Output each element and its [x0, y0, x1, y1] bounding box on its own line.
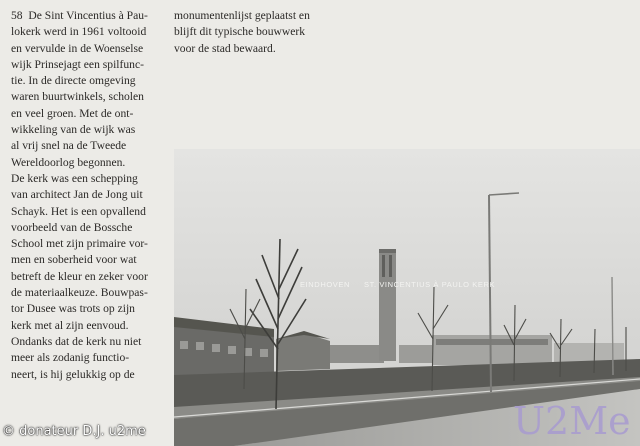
- text-line: Wereldoorlog begonnen.: [11, 155, 126, 169]
- text-line: men en soberheid voor wat: [11, 253, 137, 267]
- page-number: 58: [11, 9, 23, 22]
- text-line: de materiaalkeuze. Bouwpas-: [11, 286, 148, 300]
- text-line: Schayk. Het is een opvallend: [11, 204, 146, 218]
- text-line: betreft de kleur en zeker voor: [11, 269, 148, 283]
- bleed-through-text: [352, 8, 632, 73]
- text-line: 58 De Sint Vincentius à Pau-: [11, 9, 148, 22]
- text-column-right: [174, 8, 324, 57]
- text-column-left: [11, 8, 169, 383]
- text-line: voor de stad bewaard.: [174, 41, 276, 55]
- text-line: al vrij snel na de Tweede: [11, 139, 127, 153]
- text-line: kerk met al zijn eenvoud.: [11, 318, 129, 332]
- text-line: Ondanks dat de kerk nu niet: [11, 334, 142, 348]
- text-line: waren buurtwinkels, scholen: [11, 90, 144, 104]
- text-line: School met zijn primaire vor-: [11, 237, 148, 251]
- photo-caption: EINDHOVEN ST. VINCENTIUS À PAULO KERK: [300, 280, 496, 289]
- text-line: van architect Jan de Jong uit: [11, 188, 143, 202]
- text-line: tie. In de directe omgeving: [11, 74, 136, 88]
- text-line: meer als zodanig functio-: [11, 351, 130, 365]
- text-line: en veel groen. Met de ont-: [11, 106, 134, 120]
- text-line: wikkeling van de wijk was: [11, 123, 136, 137]
- text-line: en vervulde in de Woenselse: [11, 41, 144, 55]
- text-line: De kerk was een schepping: [11, 171, 138, 185]
- text-line: lokerk werd in 1961 voltooid: [11, 25, 147, 39]
- u2me-logo: U2Me: [513, 399, 631, 443]
- text-line: voorbeeld van de Bossche: [11, 220, 133, 234]
- text-line: tor Dusee was trots op zijn: [11, 302, 135, 316]
- text-line: blijft dit typische bouwwerk: [174, 25, 306, 39]
- copyright-watermark: © donateur D.J. u2me: [2, 424, 146, 439]
- text-line: wijk Prinsejagt een spilfunc-: [11, 57, 144, 71]
- text-line: neert, is hij gelukkig op de: [11, 367, 135, 381]
- text-line: monumentenlijst geplaatst en: [174, 9, 310, 22]
